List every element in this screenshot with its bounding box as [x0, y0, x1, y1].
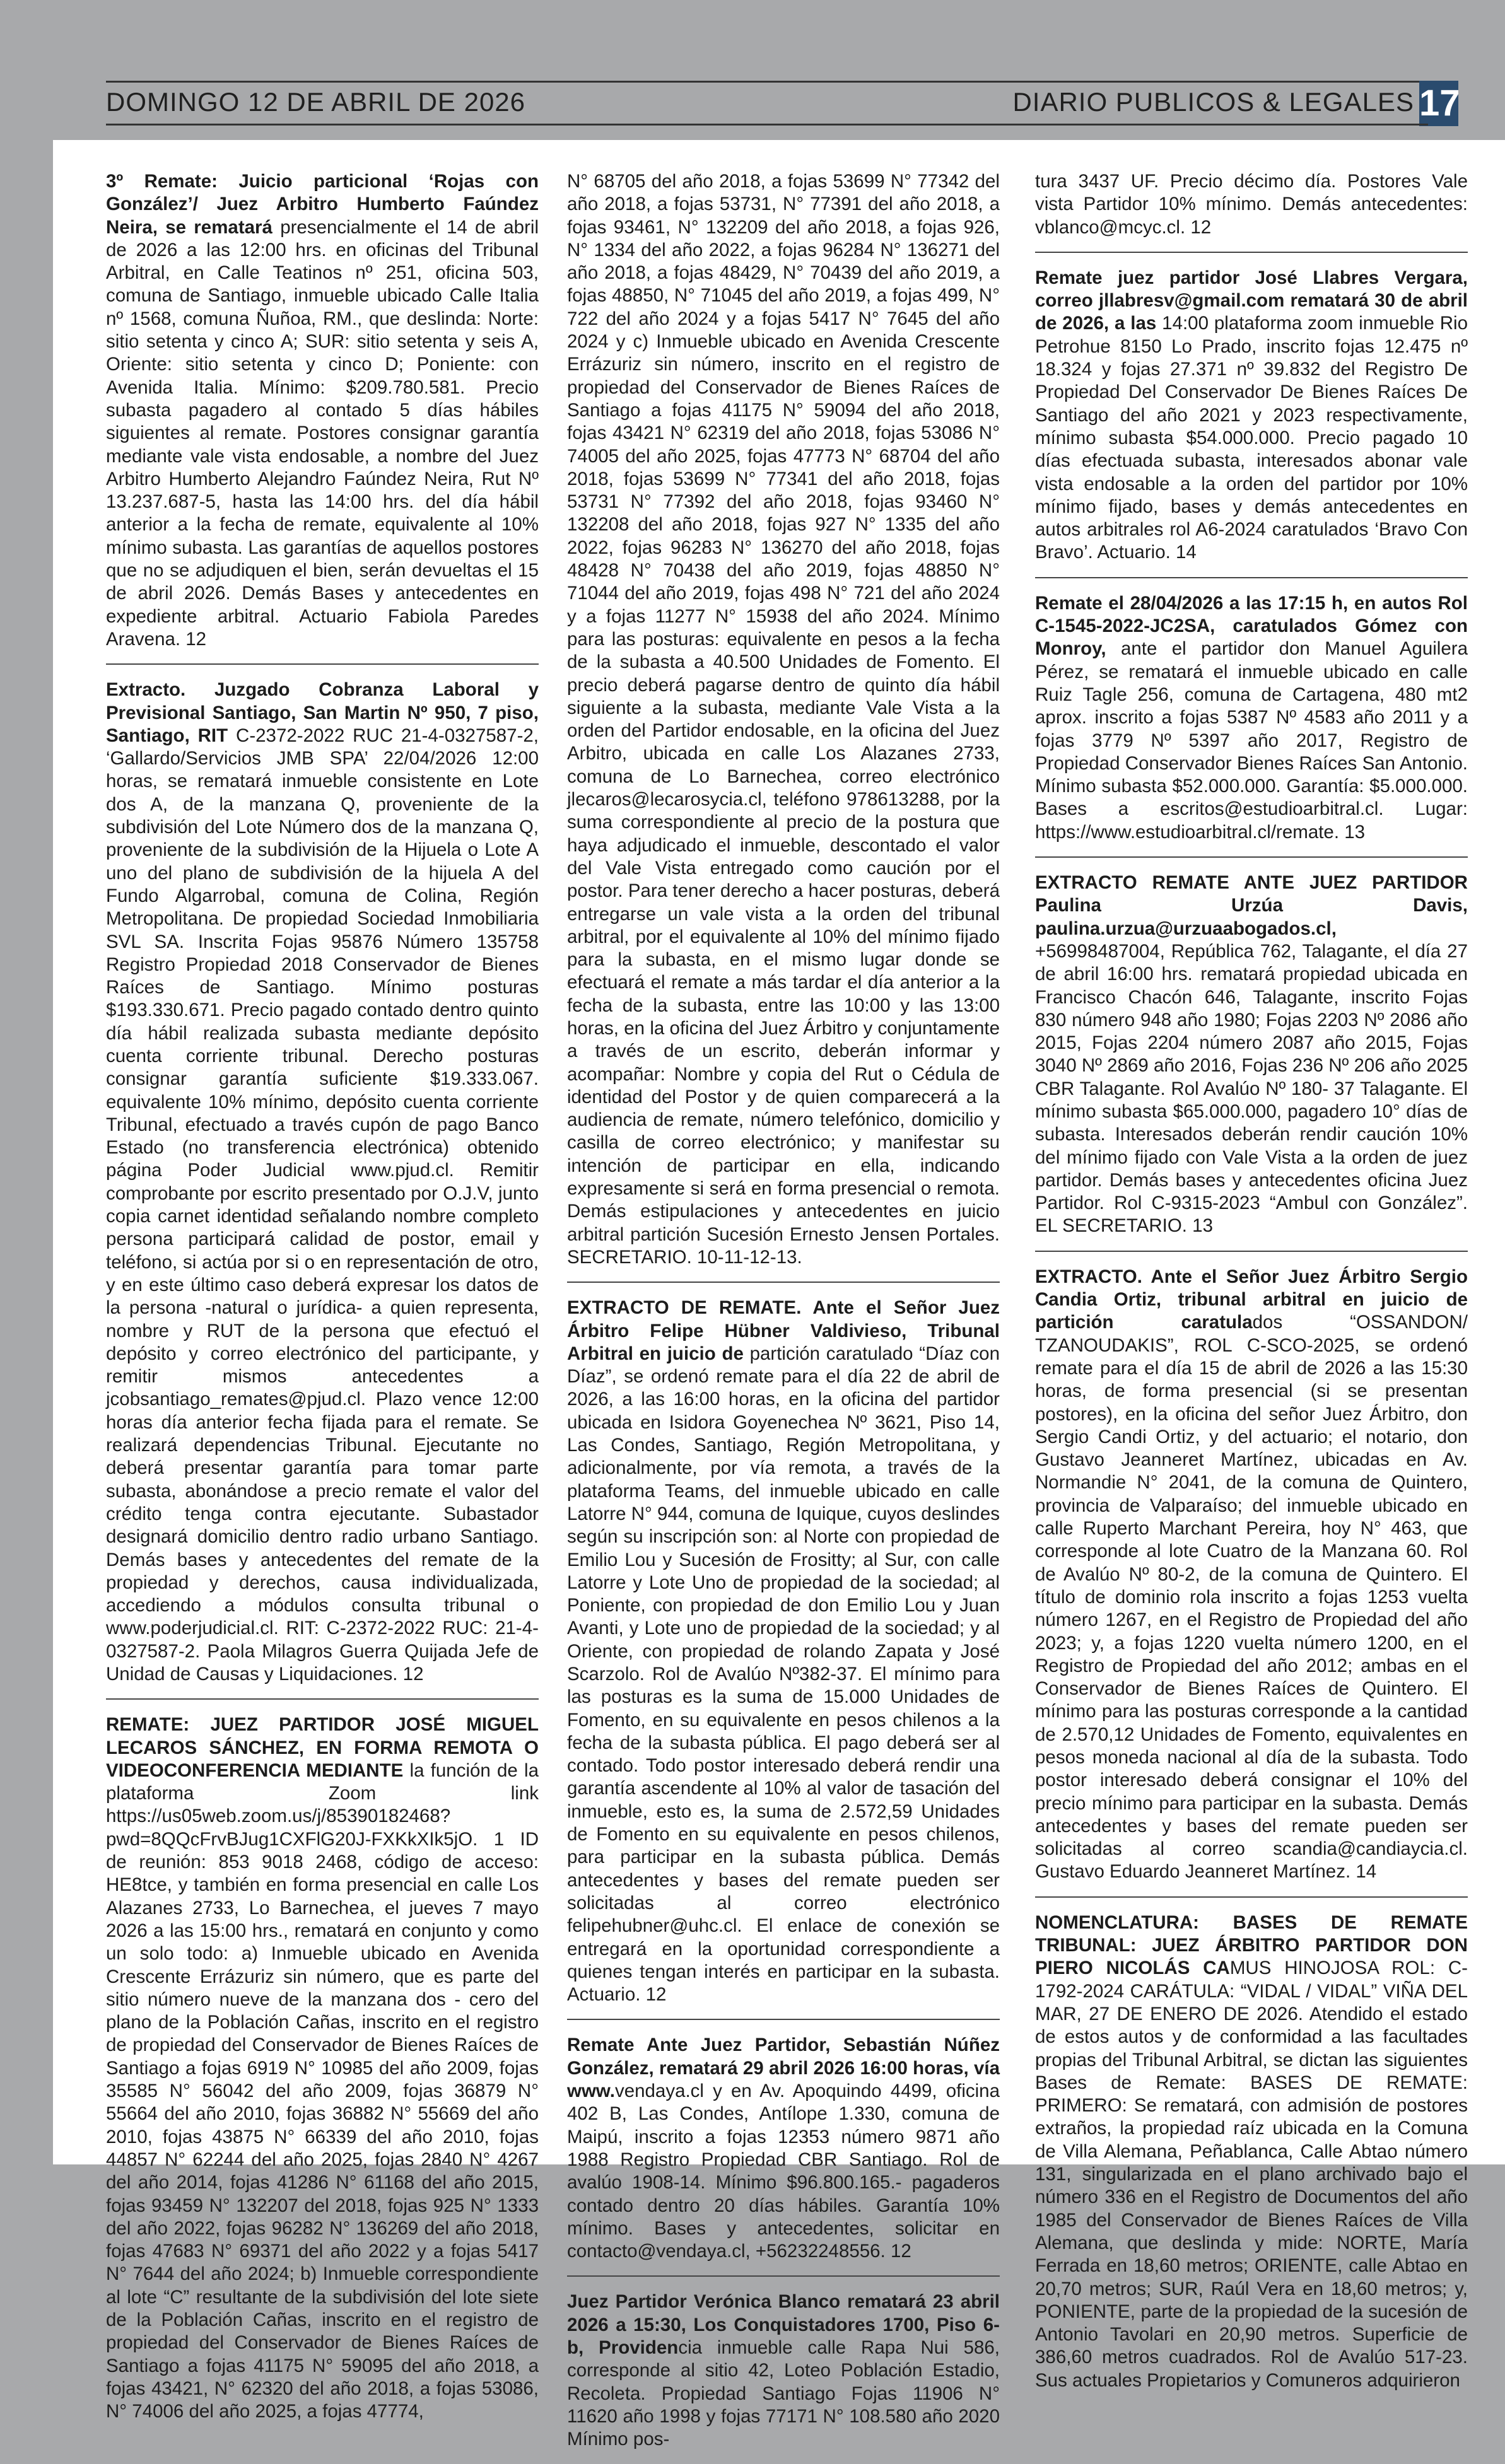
notice-body: +56998487004, República 762, Talagante, el día 27 de abril 16:00 hrs. rematará propiedad ubicada en Francisco Chacón 646, Talagante, inscrito Fojas 830 número 948 año 1980; Fojas 2203 Nº 2086 año 2015, Fojas 2204 número 2087 año 2015, Fojas 3040 Nº 2869 año 2016, Fojas 236 Nº 206 año 2025 CBR Talagante. Rol Avalúo Nº 180- 37 Talagante. El mínimo subasta $65.000.000, pagadero 10° días de subasta. Interesados deberán rendir caución 10% del mínimo fijado con Vale Vista a la orden de juez partidor. Demás bases y antecedentes oficina Juez Partidor. Rol C-9315-2023 “Ambul con González”. EL SECRETARIO. 13	[1035, 940, 1468, 1237]
notice-heading: EXTRACTO. Ante el Señor Juez Árbitro Sergio Candia Ortiz, tribunal arbitral en juicio de partición caratula	[1035, 1266, 1468, 1333]
page-header	[0, 0, 1505, 139]
notice-heading: Remate juez partidor José Llabres Vergara, correo jllabresv@gmail.com rematará 30 de abril de 2026, a las	[1035, 267, 1468, 334]
legal-notice	[1035, 1266, 1468, 1884]
notice-heading: Remate el 28/04/2026 a las 17:15 h, en autos Rol C-1545-2022-JC2SA, caratulados Gómez con Monroy,	[1035, 592, 1468, 660]
notice-divider	[567, 1282, 1000, 1283]
legal-notice	[106, 1714, 539, 2423]
publication-name: DIARIO PUBLICOS & LEGALES	[1012, 87, 1414, 117]
notice-body: cia inmueble calle Rapa Nui 586, corresponde al sitio 42, Loteo Población Estadio, Recoleta. Propiedad Santiago Fojas 11906 N° 11620 año 1998 y fojas 77171 N° 108.580 año 2020 Mínimo pos-	[567, 2337, 1000, 2450]
notice-body: ante el partidor don Manuel Aguilera Pérez, se rematará el inmueble ubicado en calle Ruiz Tagle 256, comuna de Cartagena, 480 mt2 aprox. inscrito a fojas 5387 Nº 4583 año 2011 y a fojas 3779 Nº 5397 año 2017, Registro de Propiedad Conservador Bienes Raíces San Antonio. Mínimo subasta $52.000.000. Garantía: $5.000.000. Bases a escritos@estudioarbitral.cl. Lugar: https://www.estudioarbitral.cl/remate. 13	[1035, 638, 1468, 843]
legal-notice	[1035, 1912, 1468, 2392]
notice-divider	[567, 2019, 1000, 2020]
issue-date: DOMINGO 12 DE ABRIL DE 2026	[106, 87, 526, 117]
column-1	[106, 170, 539, 2436]
legal-notice	[567, 2291, 1000, 2451]
notice-divider	[106, 663, 539, 665]
legal-notice	[1035, 170, 1468, 239]
notice-heading: REMATE: JUEZ PARTIDOR JOSÉ MIGUEL LECAROS SÁNCHEZ, EN FORMA REMOTA O VIDEOCONFERENCIA MEDIANTE	[106, 1714, 539, 1781]
notice-divider	[1035, 252, 1468, 253]
page-number-badge: 17	[1419, 81, 1458, 126]
legal-notice	[106, 170, 539, 651]
notice-body: MUS HINOJOSA ROL: C-1792-2024 CARÁTULA: “VIDAL / VIDAL” VIÑA DEL MAR, 27 DE ENERO DE 2026. Atendido el estado de estos autos y de conformidad a las facultades propias del Tribunal Arbitral, se dictan las siguientes Bases de Remate: BASES DE REMATE: PRIMERO: Se rematará, con admisión de postores extraños, la propiedad raíz ubicada en la Comuna de Villa Alemana, Peñablanca, Calle Abtao número 131, singularizada en el plano archivado bajo el número 336 en el Registro de Documentos del año 1985 del Conservador de Bienes Raíces de Villa Alemana, que deslinda y mide: NORTE, María Ferrada en 18,60 metros; ORIENTE, calle Abtao en 20,70 metros; SUR, Raúl Vera en 18,60 metros; y, PONIENTE, parte de la propiedad de la sucesión de Antonio Tavolari en 20,90 metros. Superficie de 386,60 metros cuadrados. Rol de Avalúo 517-23. Sus actuales Propietarios y Comuneros adquirieron	[1035, 1958, 1468, 2391]
notice-body: N° 68705 del año 2018, a fojas 53699 N° 77342 del año 2018, a fojas 53731, N° 77391 del año 2018, a fojas 93461, N° 132209 del año 2018, a fojas 926, N° 1334 del año 2022, a fojas 96284 N° 136271 del año 2018, a fojas 48429, N° 70439 del año 2019, a fojas 48850, N° 71045 del año 2019, a fojas 499, N° 722 del año 2024 y a fojas 5417 N° 7645 del año 2024 y c) Inmueble ubicado en Avenida Crescente Errázuriz sin número, inscrito en el registro de propiedad del Conservador de Bienes Raíces de Santiago a fojas 41175 N° 59094 del año 2018, fojas 43421 N° 62319 del año 2018, fojas 53086 N° 74005 del año 2025, fojas 47773 N° 68704 del año 2018, fojas 53699 N° 77341 del año 2018, fojas 53731 N° 77392 del año 2018, fojas 93460 N° 132208 del año 2018, fojas 927 N° 1335 del año 2022, fojas 96283 N° 136270 del año 2018, fojas 48428 N° 70438 del año 2019, fojas 48850 N° 71044 del año 2019, fojas 498 N° 721 del año 2024 y a fojas 11277 N° 15938 del año 2024. Mínimo para las posturas: equivalente en pesos a la fecha de la subasta a 40.500 Unidades de Fomento. El precio deberá pagarse dentro de quinto día hábil siguiente a la subasta, mediante Vale Vista a la orden del Partidor endosable, en la oficina del Juez Arbitro, ubicada en calle Los Alazanes 2733, comuna de Lo Barnechea, correo electrónico jlecaros@lecarosycia.cl, teléfono 978613288, por la suma correspondiente al precio de la postura que haya adjudicado el inmueble, descontado el valor del Vale Vista entregado como caución por el postor. Para tener derecho a hacer posturas, deberá entregarse un vale vista a la orden del tribunal arbitral, por el equivalente al 10% del mínimo fijado para la subasta, en el mismo lugar donde se efectuará el remate a más tardar el día anterior a la fecha de la subasta, entre las 10:00 y las 13:00 horas, en la oficina del Juez Árbitro y conjuntamente a través de un escrito, deberán informar y acompañar: Nombre y copia del Rut o Cédula de identidad del Postor y de quien comparecerá a la audiencia de remate, número telefónico, domicilio y casilla de correo electrónico; y manifestar su intención de participar en ella, indicando expresamente si será en forma presencial o remota. Demás estipulaciones y antecedentes en juicio arbitral partición Sucesión Ernesto Jensen Portales. SECRETARIO. 10-11-12-13.	[567, 171, 1000, 1268]
notice-divider	[567, 2275, 1000, 2277]
notice-body: partición caratulado “Díaz con Díaz”, se ordenó remate para el día 22 de abril de 2026, a las 16:00 horas, en la oficina del partidor ubicada en Isidora Goyenechea Nº 3621, Piso 14, Las Condes, Santiago, Región Metropolitana, y adicionalmente, por vía remota, a través de la plataforma Teams, del inmueble ubicado en calle Latorre N° 944, comuna de Iquique, cuyos deslindes según su inscripción son: al Norte con propiedad de Emilio Lou y Sucesión de Frositty; al Sur, con calle Latorre y Lote Uno de propiedad de la sociedad; al Poniente, con propiedad de don Emilio Lou y Juan Avanti, y Lote uno de propiedad de la sociedad; y al Oriente, con propiedad de rolando Zapata y José Scarzolo. Rol de Avalúo Nº382-37. El mínimo para las posturas es la suma de 15.000 Unidades de Fomento, en su equivalente en pesos chilenos a la fecha de la subasta pública. El pago deberá ser al contado. Todo postor interesado deberá rendir una garantía ascendente al 10% al valor de tasación del inmueble, esto es, la suma de 2.572,59 Unidades de Fomento en su equivalente en pesos chilenos, para participar en la subasta pública. Demás antecedentes y bases del remate pueden ser solicitadas al correo electrónico felipehubner@uhc.cl. El enlace de conexión se entregará en la oportunidad correspondiente a quienes tengan interés en participar en la subasta. Actuario. 12	[567, 1343, 1000, 2006]
notice-body: presencialmente el 14 de abril de 2026 a las 12:00 hrs. en oficinas del Tribunal Arbitral, en Calle Teatinos nº 251, oficina 503, comuna de Santiago, inmueble ubicado Calle Italia nº 1568, comuna Ñuñoa, RM., que deslinda: Norte: sitio setenta y cinco A; SUR: sitio setenta y seis A, Oriente: sitio setenta y cinco D; Poniente: con Avenida Italia. Mínimo: $209.780.581. Precio subasta pagadero al contado 5 días hábiles siguientes al remate. Postores consignar garantía mediante vale vista endosable, a nombre del Juez Arbitro Humberto Alejandro Faúndez Neira, Rut Nº 13.237.687-5, hasta las 14:00 hrs. del día hábil anterior a la fecha de remate, equivalente al 10% mínimo subasta. Las garantías de aquellos postores que no se adjudiquen el bien, serán devueltas el 15 de abril 2026. Demás Bases y antecedentes en expediente arbitral. Actuario Fabiola Paredes Aravena. 12	[106, 216, 539, 650]
notice-heading: Juez Partidor Verónica Blanco rematará 23 abril 2026 a 15:30, Los Conquistadores 1700, Piso 6-b, Providen	[567, 2291, 1000, 2359]
notice-divider	[1035, 1896, 1468, 1898]
legal-notice	[567, 1297, 1000, 2006]
notice-heading: EXTRACTO REMATE ANTE JUEZ PARTIDOR Paulina Urzúa Davis, paulina.urzua@urzuaabogados.cl,	[1035, 872, 1468, 939]
legal-notice	[1035, 267, 1468, 564]
notice-heading: 3º Remate: Juicio particional ‘Rojas con González’/ Juez Arbitro Humberto Faúndez Neira, se rematará	[106, 171, 539, 238]
legal-notice	[567, 2034, 1000, 2263]
notice-heading: EXTRACTO DE REMATE. Ante el Señor Juez Árbitro Felipe Hübner Valdivieso, Tribunal Arbitral en juicio de	[567, 1297, 1000, 1364]
notice-heading: Extracto. Juzgado Cobranza Laboral y Previsional Santiago, San Martin Nº 950, 7 piso, Santiago, RIT	[106, 679, 539, 746]
header-top-rule	[106, 81, 1428, 83]
notice-body: dos “OSSANDON/ TZANOUDAKIS”, ROL C-SCO-2025, se ordenó remate para el día 15 de abril de 2026 a las 15:30 horas, de forma presencial (si se presentan postores), en la oficina del señor Juez Árbitro, don Sergio Candi Ortiz, y del actuario; el notario, don Gustavo Jeanneret Martínez, ubicadas en Av. Normandie N° 2041, de la comuna de Quintero, provincia de Valparaíso; del inmueble ubicado en calle Ruperto Marchant Pereira, hoy N° 463, que corresponde al lote Cuatro de la Manzana 60. Rol de Avalúo Nº 80-2, de la comuna de Quintero. El título de dominio rola inscrito a fojas 1253 vuelta número 1267, en el Registro de Propiedad del año 2023; y, a fojas 1220 vuelta número 1200, en el Registro de Propiedad del año 2012; ambas en el Conservador de Bienes Raíces de Quintero. El mínimo para las posturas corresponde a la cantidad de 2.570,12 Unidades de Fomento, equivalentes en pesos moneda nacional al día de la subasta. Todo postor interesado deberá consignar el 10% del precio mínimo para participar en la subasta. Demás antecedentes y bases del remate pueden ser solicitadas al correo scandia@candiaycia.cl. Gustavo Eduardo Jeanneret Martínez. 14	[1035, 1312, 1468, 1883]
notice-body: C-2372-2022 RUC 21-4-0327587-2, ‘Gallardo/Servicios JMB SPA’ 22/04/2026 12:00 horas, se rematará inmueble consistente en Lote dos A, de la manzana Q, proveniente de la subdivisión del Lote Número dos de la manzana Q, proveniente de la subdivisión de la Hijuela o Lote A uno del plano de subdivisión de la hijuela A del Fundo Algarrobal, comuna de Colina, Región Metropolitana. De propiedad Sociedad Inmobiliaria SVL SA. Inscrita Fojas 95876 Número 135758 Registro Propiedad 2018 Conservador de Bienes Raíces de Santiago. Mínimo posturas $193.330.671. Precio pagado contado dentro quinto día hábil realizada subasta mediante depósito cuenta corriente tribunal. Derecho posturas consignar garantía suficiente $19.333.067. equivalente 10% mínimo, depósito cuenta corriente Tribunal, efectuado a través cupón de pago Banco Estado (no transferencia electrónica) obtenido página Poder Judicial www.pjud.cl. Remitir comprobante por escrito presentado por O.J.V, junto copia carnet identidad señalando nombre completo persona participará calidad de postor, email y teléfono, si actúa por si o en representación de otro, y en este último caso deberá expresar los datos de la persona -natural o jurídica- a quien representa, nombre y RUT de la persona que efectuó el depósito y correo electrónico del participante, y remitir mismos antecedentes a jcobsantiago_remates@pjud.cl. Plazo vence 12:00 horas día anterior fecha fijada para el remate. Se realizará dependencias Tribunal. Ejecutante no deberá presentar garantía para tomar parte subasta, abonándose a precio remate el valor del crédito tenga contra ejecutante. Subastador designará domicilio dentro radio urbano Santiago. Demás bases y antecedentes del remate de la propiedad y derechos, causa individualizada, accediendo a módulos consulta tribunal o www.poderjudicial.cl. RIT: C-2372-2022 RUC: 21-4-0327587-2. Paola Milagros Guerra Quijada Jefe de Unidad de Causas y Liquidaciones. 12	[106, 725, 539, 1685]
notice-divider	[1035, 856, 1468, 858]
notice-body: la función de la plataforma Zoom link https://us05web.zoom.us/j/85390182468?pwd=8QQcFrvBJug1CXFlG20J-FXKkXIk5jO. 1 ID de reunión: 853 9018 2468, código de acceso: HE8tce, y también en forma presencial en calle Los Alazanes 2733, Lo Barnechea, el jueves 7 mayo 2026 a las 15:00 hrs., rematará en conjunto y como un solo todo: a) Inmueble ubicado en Avenida Crescente Errázuriz sin número, que es parte del sitio número nueve de la manzana dos - cero del plano de la Población Cañas, inscrito en el registro de propiedad del Conservador de Bienes Raíces de Santiago a fojas 6919 N° 10985 del año 2009, fojas 35585 N° 56042 del año 2009, fojas 36879 N° 55664 del año 2010, fojas 36882 N° 55669 del año 2010, fojas 43875 N° 66339 del año 2010, fojas 44857 N° 62244 del año 2025, fojas 2840 N° 4267 del año 2014, fojas 41286 N° 61168 del año 2015, fojas 93459 N° 132207 del 2018, fojas 925 N° 1333 del año 2022, fojas 96282 N° 136269 del año 2018, fojas 47683 N° 69371 del año 2022 y a fojas 5417 N° 7644 del año 2024; b) Inmueble correspondiente al lote “C” resultante de la subdivisión del lote siete de la Población Cañas, inscrito en el registro de propiedad del Conservador de Bienes Raíces de Santiago a fojas 41175 N° 59095 del año 2018, a fojas 43421, N° 62320 del año 2018, a fojas 53086, N° 74006 del año 2025, a fojas 47774,	[106, 1760, 539, 2422]
header-bottom-rule	[106, 124, 1428, 126]
notice-body: 14:00 plataforma zoom inmueble Rio Petrohue 8150 Lo Prado, inscrito fojas 12.475 nº 18.324 y fojas 27.371 nº 39.832 del Registro De Propiedad Del Conservador De Bienes Raíces De Santiago del año 2021 y 2023 respectivamente, mínimo subasta $54.000.000. Precio pagado 10 días efectuada subasta, interesados abonar vale vista endosable a la orden del partidor por 10% mínimo fijado, bases y demás antecedentes en autos arbitrales rol A6-2024 caratulados ‘Bravo Con Bravo’. Actuario. 14	[1035, 313, 1468, 563]
notice-heading: NOMENCLATURA: BASES DE REMATE TRIBUNAL: JUEZ ÁRBITRO PARTIDOR DON PIERO NICOLÁS CA	[1035, 1912, 1468, 1979]
notice-divider	[1035, 577, 1468, 578]
notice-heading: Remate Ante Juez Partidor, Sebastián Núñez González, rematará 29 abril 2026 16:00 horas, vía www.	[567, 2035, 1000, 2102]
legal-notice	[567, 170, 1000, 1269]
legal-notice	[106, 679, 539, 1686]
notice-divider	[1035, 1251, 1468, 1252]
legal-notice	[1035, 592, 1468, 844]
notice-body: tura 3437 UF. Precio décimo día. Postores Vale vista Partidor 10% mínimo. Demás antecedentes: vblanco@mcyc.cl. 12	[1035, 171, 1468, 238]
column-2	[567, 170, 1000, 2464]
notice-divider	[106, 1698, 539, 1700]
notice-body: vendaya.cl y en Av. Apoquindo 4499, oficina 402 B, Las Condes, Antílope 1.330, comuna de Maipú, inscrito a fojas 12353 número 9871 año 1988 Registro Propiedad CBR Santiago. Rol de avalúo 1908-14. Mínimo $96.800.165.- pagaderos contado dentro 20 días hábiles. Garantía 10% mínimo. Bases y antecedentes, solicitar en contacto@vendaya.cl, +56232248556. 12	[567, 2081, 1000, 2262]
legal-notice	[1035, 872, 1468, 1238]
column-3	[1035, 170, 1468, 2405]
